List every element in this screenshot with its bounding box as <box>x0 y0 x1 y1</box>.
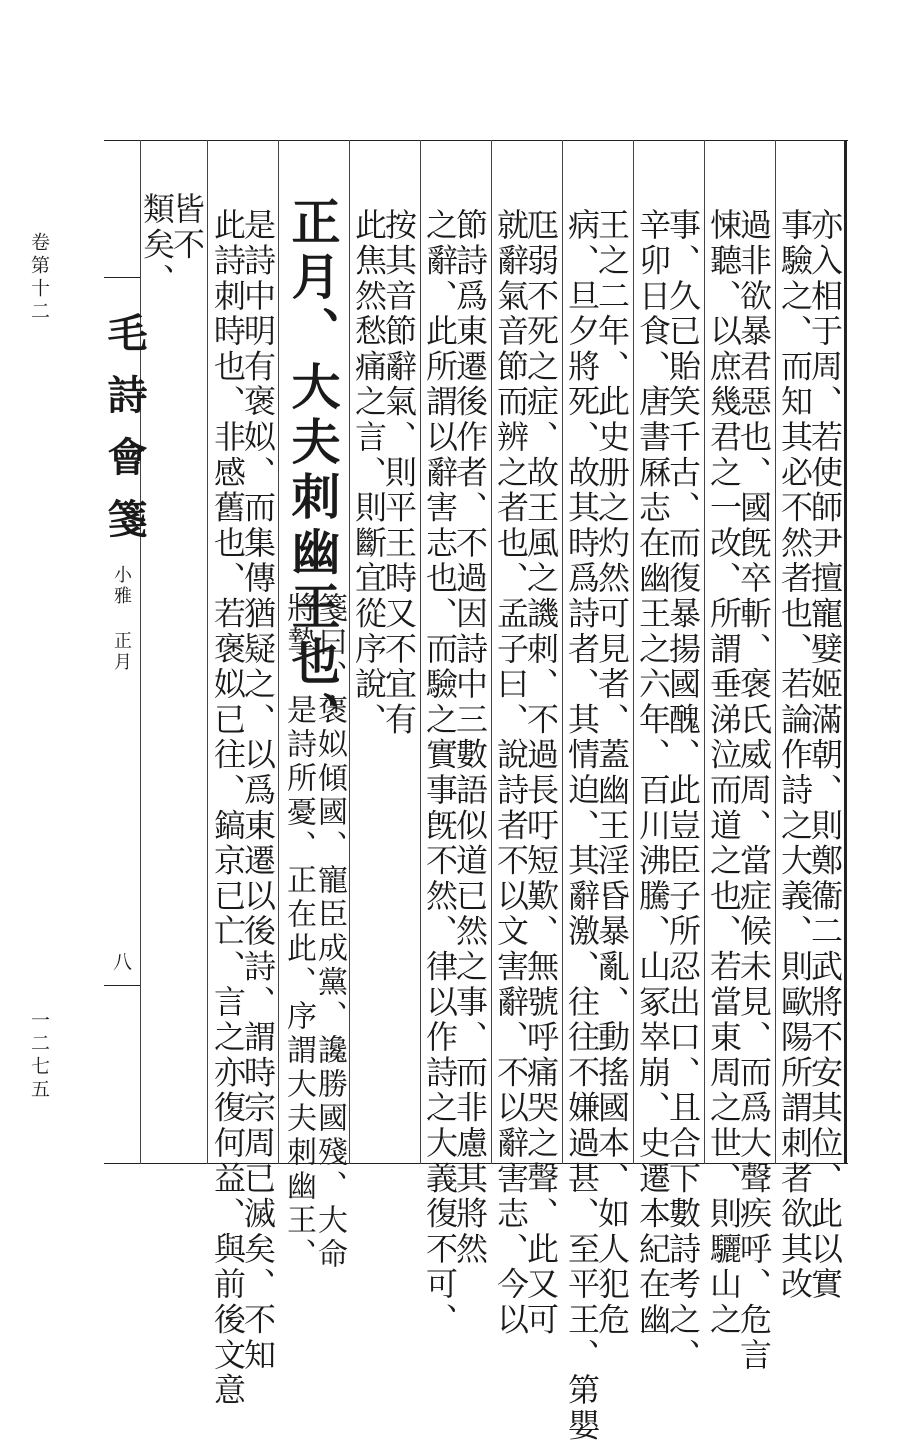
poem-title-preface: 正月、大夫刺幽王也、 <box>284 196 342 746</box>
text-column-10b: 類矣、 <box>138 192 176 298</box>
text-column-2a: 過非欲暴君惡也、國旣卒斬、褒氏威周、當症候未見、而爲大聲疾呼、危言 <box>735 208 773 1373</box>
text-column-2b: 悚聽、以庶幾君之一改、所謂垂涕泣而道之也、若當東周之世、則驪山之 <box>705 208 743 1338</box>
text-column-5a: 尫弱不死之症、故王風之譏刺、不過長吁短歎、無號呼痛哭之聲、此又可 <box>522 208 560 1338</box>
text-column-6a: 節詩爲東遷後作者、不過因詩中三數語似道已然之事、而非慮其將然 <box>451 208 489 1267</box>
column-rule <box>207 140 208 1164</box>
text-column-1a: 亦入相于周、若使師尹擅寵嬖姬滿朝、則鄭衞二武將不安其位、此以實 <box>806 208 844 1303</box>
center-strip-bottom-rule <box>104 985 140 986</box>
center-strip-top-rule <box>104 277 140 278</box>
section-label: 小雅 正月 <box>111 565 132 673</box>
volume-label: 卷第十二 <box>28 232 50 324</box>
text-column-9b: 此詩刺時也、非感舊也、若褒姒已往、鎬京已亡、言之亦復何益、與前後文意 <box>209 208 247 1409</box>
commentary-column-b: 將摯、是詩所憂、正在此、序謂大夫刺幽王、 <box>281 592 316 1272</box>
text-column-9a: 是詩中明有褒姒、而集傳猶疑之、以爲東遷以後詩、謂時宗周已滅矣、不知 <box>239 208 277 1373</box>
text-column-4a: 王之二年、此史册之灼然可見者、蓋幽王淫昏暴亂、動搖國本、如人犯危 <box>593 208 631 1338</box>
text-column-4b: 病、旦夕將死、故其時爲詩者、其情迫、其辭激、往往不嫌過甚、至平王、第嬰 <box>563 208 601 1444</box>
text-column-5b: 就辭氣音節而辨之者也、孟子曰、說詩者不以文害辭、不以辭害志、今以 <box>492 208 530 1338</box>
text-column-7b: 此焦然愁痛之言、則斷宜從序說、 <box>350 208 388 738</box>
column-rule <box>278 140 279 1164</box>
book-title: 毛詩會箋 <box>101 312 148 560</box>
commentary-column-a: 箋曰、褒姒傾國、寵臣成黨、讒勝國殘、大命 <box>312 592 347 1272</box>
folio-number: 八 <box>110 952 132 971</box>
text-column-6b: 之辭、此所謂以辭害志也、而驗之實事旣不然、律以作詩之大義復不可、 <box>421 208 459 1338</box>
frame-right-rule <box>844 140 847 1164</box>
text-column-3a: 事、久已貽笑千古、而復暴揚國醜、此豈臣子所忍出口、且合下數詩考之、 <box>664 208 702 1373</box>
text-column-1b: 事驗之、而知其必不然者也、若論作詩之大義、則歐陽所謂刺者欲其改 <box>776 208 814 1303</box>
text-column-3b: 辛卯日食、唐書厤志在幽王之六年、百川沸騰、山冢崒崩、史遷本紀在幽 <box>634 208 672 1338</box>
page-number: 一二七五 <box>28 1010 50 1102</box>
text-column-10a: 皆不 <box>168 192 206 263</box>
text-column-7a: 按其音節辭氣、則平王時又不宜有 <box>380 208 418 738</box>
